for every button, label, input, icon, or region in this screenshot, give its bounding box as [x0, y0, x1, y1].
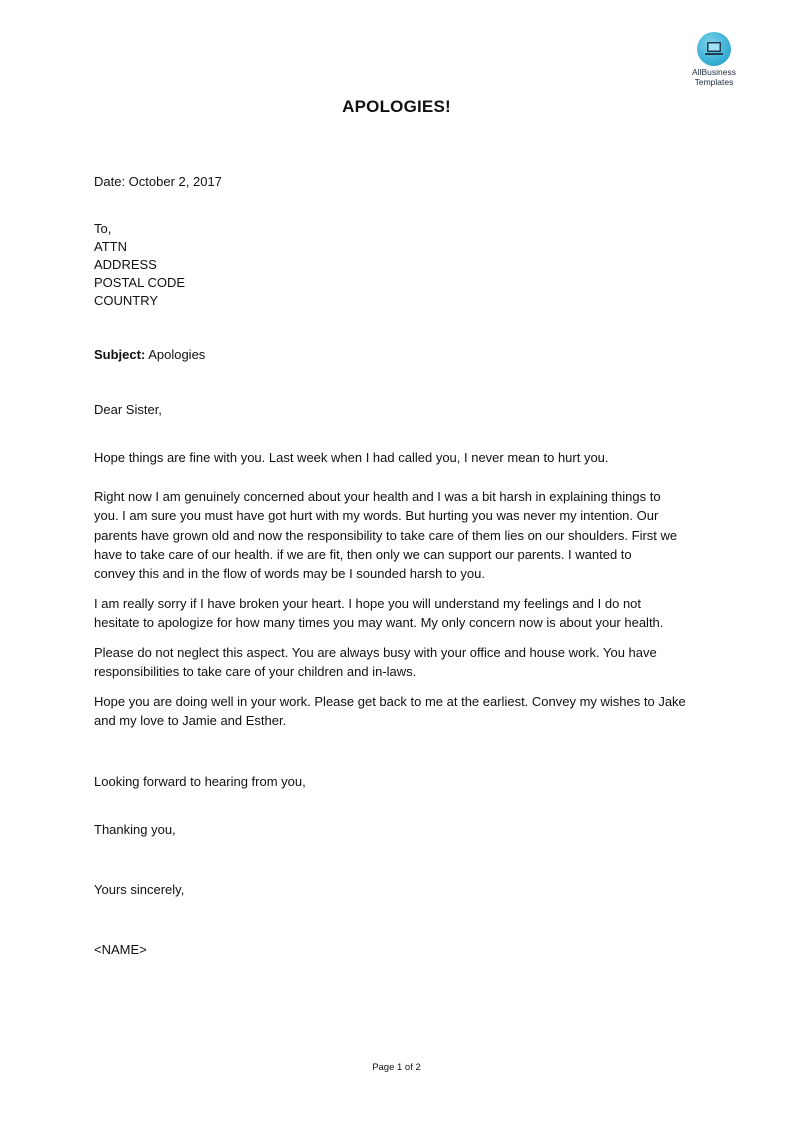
logo-line-1: AllBusiness: [692, 67, 736, 77]
paragraph-line: you. I am sure you must have got hurt with my words. But hurting you was never my intention. Our: [94, 508, 659, 524]
paragraph-line: hesitate to apologize for how many times you may want. My only concern now is about your health.: [94, 615, 664, 631]
logo: [680, 32, 748, 87]
paragraph-line: parents have grown old and now the responsibility to take care of them lies on our shoulders. First we: [94, 527, 678, 543]
closing-yours: Yours sincerely,: [94, 882, 185, 897]
logo-line-2: Templates: [694, 76, 734, 87]
paragraph-line: I am really sorry if I have broken your heart. I hope you will understand my feelings and I do not: [94, 596, 642, 611]
laptop-icon: [697, 32, 731, 66]
logo-text: [680, 68, 748, 87]
subject-line: [94, 345, 706, 364]
paragraph-line: convey this and in the flow of words may be I sounded harsh to you.: [94, 566, 485, 582]
closing-looking-forward: Looking forward to hearing from you,: [94, 774, 306, 789]
paragraph-line: have to take care of our health. if we are fit, then only we can support our parents. I wanted to: [94, 546, 632, 562]
address-line: COUNTRY: [94, 293, 159, 308]
recipient-address: [94, 220, 706, 310]
subject-value: Apologies: [148, 347, 206, 362]
paragraph-1: [94, 448, 706, 467]
paragraph-line: responsibilities to take care of your children and in-laws.: [94, 664, 417, 680]
closing-thanking: Thanking you,: [94, 822, 176, 837]
paragraph-line: Please do not neglect this aspect. You are always busy with your office and house work. You have: [94, 645, 657, 660]
paragraph-line: Hope things are fine with you. Last week when I had called you, I never mean to hurt you.: [94, 450, 609, 465]
address-line: To,: [94, 221, 112, 236]
paragraph-4: [94, 643, 706, 682]
paragraph-line: and my love to Jamie and Esther.: [94, 713, 287, 729]
page-number: Page 1 of 2: [372, 1062, 421, 1073]
address-line: ATTN: [94, 239, 127, 254]
paragraph-2: [94, 487, 706, 583]
paragraph-3: [94, 594, 706, 633]
paragraph-line: Right now I am genuinely concerned about your health and I was a bit harsh in explaining things to: [94, 489, 661, 504]
subject-label: Subject:: [94, 347, 146, 362]
date-line: Date: October 2, 2017: [94, 174, 222, 189]
paragraph-line: Hope you are doing well in your work. Please get back to me at the earliest. Convey my wishes to Jake: [94, 694, 686, 709]
salutation: Dear Sister,: [94, 402, 162, 417]
signature-name: <NAME>: [94, 942, 147, 957]
address-line: POSTAL CODE: [94, 275, 186, 290]
address-line: ADDRESS: [94, 257, 157, 272]
paragraph-5: [94, 692, 706, 731]
page-title: APOLOGIES!: [342, 97, 451, 116]
